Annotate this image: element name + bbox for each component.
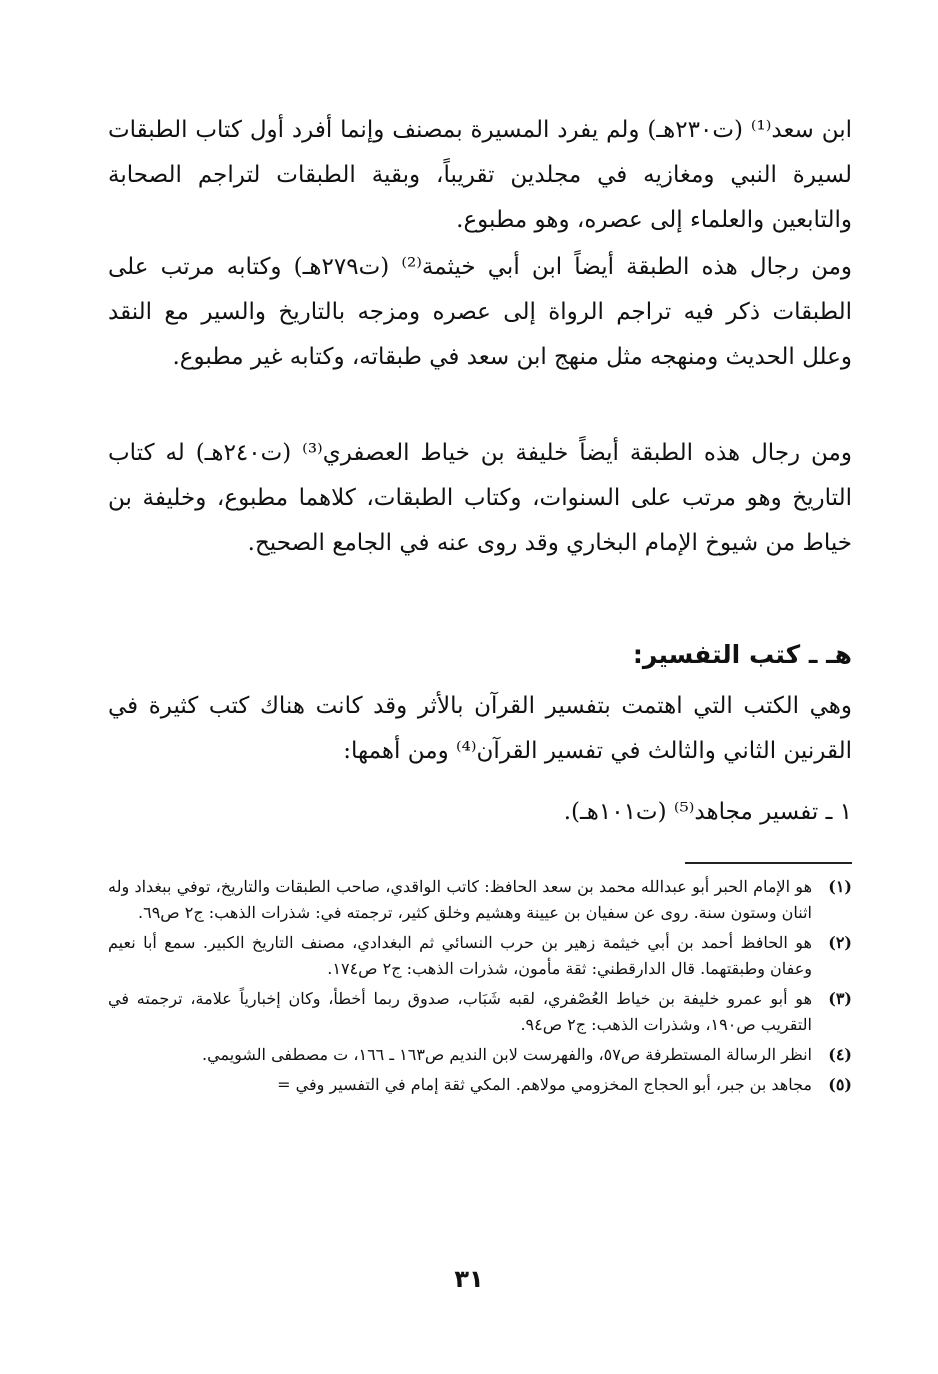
- footnote-number: (٤): [828, 1045, 852, 1064]
- footnote-text: هو الإمام الحبر أبو عبدالله محمد بن سعد الحافظ: كاتب الواقدي، صاحب الطبقات والتاريخ، توفي ببغداد وله اثنان وستون سنة. روى عن سفيان بن عيينة وهشيم وخلق كثير، ترجمته في: شذرات الذهب: ج٢ ص٦٩.: [108, 877, 812, 922]
- footnote-text: هو أبو عمرو خليفة بن خياط العُصْفري، لقبه شَبَاب، صدوق ربما أخطأ، وكان إخبارياً علامة، ترجمته في التقريب ص١٩٠، وشذرات الذهب: ج٢ ص٩٤.: [108, 989, 812, 1034]
- footnote-3: [108, 986, 852, 1038]
- footnote-text: انظر الرسالة المستطرفة ص٥٧، والفهرست لابن النديم ص١٦٣ ـ ١٦٦، ت مصطفى الشويمي.: [202, 1045, 812, 1064]
- paragraph-khalifa-ibn-khayyat: ومن رجال هذه الطبقة أيضاً خليفة بن خياط العصفري⁽³⁾ (ت٢٤٠هـ) له كتاب التاريخ وهو مرتب على السنوات، وكتاب الطبقات، كلاهما مطبوع، وخليفة بن خياط من شيوخ الإمام البخاري وقد روى عنه في الجامع الصحيح.: [108, 440, 852, 556]
- paragraph-ibn-abi-khaythama: ومن رجال هذه الطبقة أيضاً ابن أبي خيثمة⁽²⁾ (ت٢٧٩هـ) وكتابه مرتب على الطبقات ذكر فيه تراجم الرواة إلى عصره ومزجه بالتاريخ والسير مع النقد وعلل الحديث ومنهجه مثل منهج ابن سعد في طبقاته، وكتابه غير مطبوع.: [108, 254, 853, 370]
- paragraph-ibn-saad: ابن سعد⁽¹⁾ (ت٢٣٠هـ) ولم يفرد المسيرة بمصنف وإنما أفرد أول كتاب الطبقات لسيرة النبي ومغازيه في مجلدين تقريباً، وبقية الطبقات لتراجم الصحابة والتابعين والعلماء إلى عصره، وهو مطبوع.: [108, 117, 852, 233]
- footnote-5: [108, 1072, 852, 1098]
- footnote-2: [108, 930, 852, 982]
- footnote-number: (٥): [828, 1075, 852, 1094]
- page-number: ٣١: [454, 1265, 484, 1293]
- footnote-text: مجاهد بن جبر، أبو الحجاج المخزومي مولاهم. المكي ثقة إمام في التفسير وفي =: [277, 1075, 812, 1094]
- footnote-number: (١): [828, 877, 852, 896]
- footnote-1: [108, 874, 852, 926]
- footnote-number: (٢): [828, 933, 852, 952]
- footnote-number: (٣): [828, 989, 852, 1008]
- footnote-4: [108, 1042, 852, 1068]
- list-item-tafsir-mujahid: ١ ـ تفسير مجاهد⁽⁵⁾ (ت١٠١هـ).: [563, 799, 852, 825]
- footnote-text: هو الحافظ أحمد بن أبي خيثمة زهير بن حرب النسائي ثم البغدادي، مصنف التاريخ الكبير. سمع أبا نعيم وعفان وطبقتهما. قال الدارقطني: ثقة مأمون، شذرات الذهب: ج٢ ص١٧٤.: [108, 933, 812, 978]
- paragraph-tafsir-intro: وهي الكتب التي اهتمت بتفسير القرآن بالأثر وقد كانت هناك كتب كثيرة في القرنين الثاني والثالث في تفسير القرآن⁽⁴⁾ ومن أهمها:: [108, 693, 852, 764]
- footnote-separator: [685, 862, 852, 864]
- footnotes-section: [108, 874, 852, 1102]
- section-heading-tafsir: هـ ـ كتب التفسير:: [632, 640, 852, 669]
